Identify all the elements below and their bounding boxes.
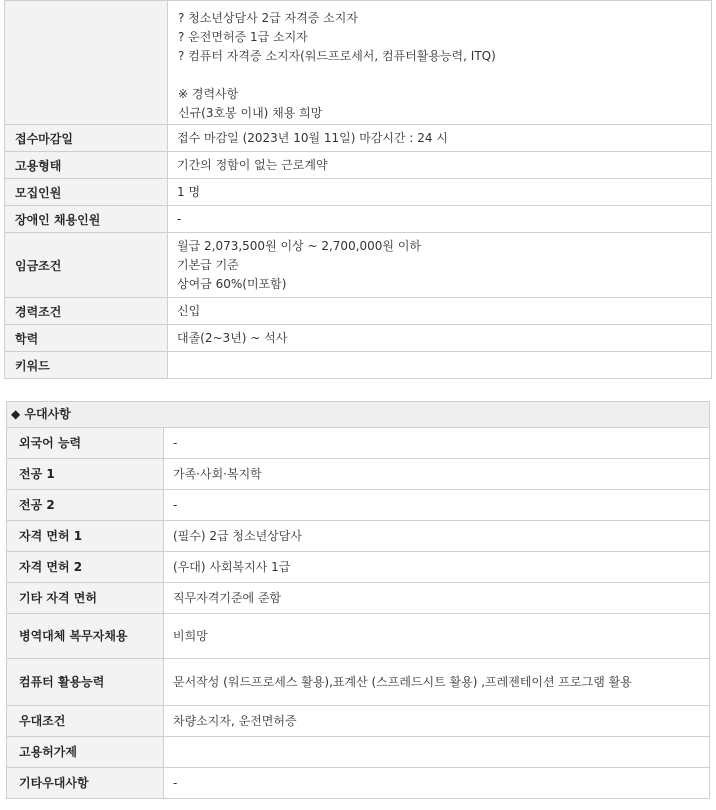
row-label: 임금조건 — [5, 233, 168, 298]
table-row — [7, 583, 710, 614]
table-row — [7, 659, 710, 706]
row-label: 경력조건 — [5, 298, 168, 325]
table-row — [5, 1, 712, 125]
table-row — [5, 233, 712, 298]
row-label: 고용형태 — [5, 152, 168, 179]
table-row — [5, 298, 712, 325]
row-value — [164, 737, 710, 768]
recruitment-table — [4, 0, 712, 379]
row-label: 컴퓨터 활용능력 — [7, 659, 164, 706]
qualification-text: ? 청소년상담사 2급 자격증 소지자 ? 운전면허증 1급 소지자 ? 컴퓨터 자격증 소지자(워드프로세서, 컴퓨터활용능력, ITQ) ※ 경력사항 신규(3호봉 이내) 채용 희망 — [178, 11, 496, 120]
row-value: (필수) 2급 청소년상담사 — [164, 521, 710, 552]
row-value: 대졸(2~3년) ~ 석사 — [168, 325, 712, 352]
qualification-label-cell — [5, 1, 168, 125]
row-value: - — [164, 768, 710, 799]
table-row — [7, 737, 710, 768]
table-row — [7, 706, 710, 737]
qualification-value-cell — [168, 1, 712, 125]
row-value: 1 명 — [168, 179, 712, 206]
table-row — [7, 459, 710, 490]
row-value: 월급 2,073,500원 이상 ~ 2,700,000원 이하 기본급 기준 상여금 60%(미포함) — [168, 233, 712, 298]
row-label: 장애인 채용인원 — [5, 206, 168, 233]
table-row — [5, 125, 712, 152]
preference-table — [6, 427, 710, 799]
row-value: 직무자격기준에 준함 — [164, 583, 710, 614]
row-value: 기간의 정함이 없는 근로계약 — [168, 152, 712, 179]
row-label: 외국어 능력 — [7, 428, 164, 459]
table-row — [7, 614, 710, 659]
table-row — [7, 768, 710, 799]
row-value: 접수 마감일 (2023년 10월 11일) 마감시간 : 24 시 — [168, 125, 712, 152]
table-row — [5, 152, 712, 179]
row-label: 키워드 — [5, 352, 168, 379]
preference-section-header: ◆ 우대사항 — [6, 401, 710, 428]
table-row — [5, 352, 712, 379]
row-label: 자격 면허 2 — [7, 552, 164, 583]
row-value: - — [168, 206, 712, 233]
row-value: 신입 — [168, 298, 712, 325]
table-row — [7, 490, 710, 521]
table-row — [5, 325, 712, 352]
row-label: 학력 — [5, 325, 168, 352]
row-value — [168, 352, 712, 379]
row-label: 기타우대사항 — [7, 768, 164, 799]
row-label: 기타 자격 면허 — [7, 583, 164, 614]
row-value: - — [164, 428, 710, 459]
row-label: 우대조건 — [7, 706, 164, 737]
row-label: 고용허가제 — [7, 737, 164, 768]
table-row — [5, 179, 712, 206]
table-row — [5, 206, 712, 233]
row-value: (우대) 사회복지사 1급 — [164, 552, 710, 583]
row-label: 자격 면허 1 — [7, 521, 164, 552]
table-row — [7, 428, 710, 459]
row-value: 문서작성 (워드프로세스 활용),표계산 (스프레드시트 활용) ,프레젠테이션 프로그램 활용 — [164, 659, 710, 706]
row-label: 모집인원 — [5, 179, 168, 206]
row-label: 전공 2 — [7, 490, 164, 521]
row-value: 차량소지자, 운전면허증 — [164, 706, 710, 737]
row-label: 접수마감일 — [5, 125, 168, 152]
table-row — [7, 521, 710, 552]
table-row — [7, 552, 710, 583]
row-value: 비희망 — [164, 614, 710, 659]
row-value: 가족·사회·복지학 — [164, 459, 710, 490]
row-label: 병역대체 복무자채용 — [7, 614, 164, 659]
row-value: - — [164, 490, 710, 521]
row-label: 전공 1 — [7, 459, 164, 490]
